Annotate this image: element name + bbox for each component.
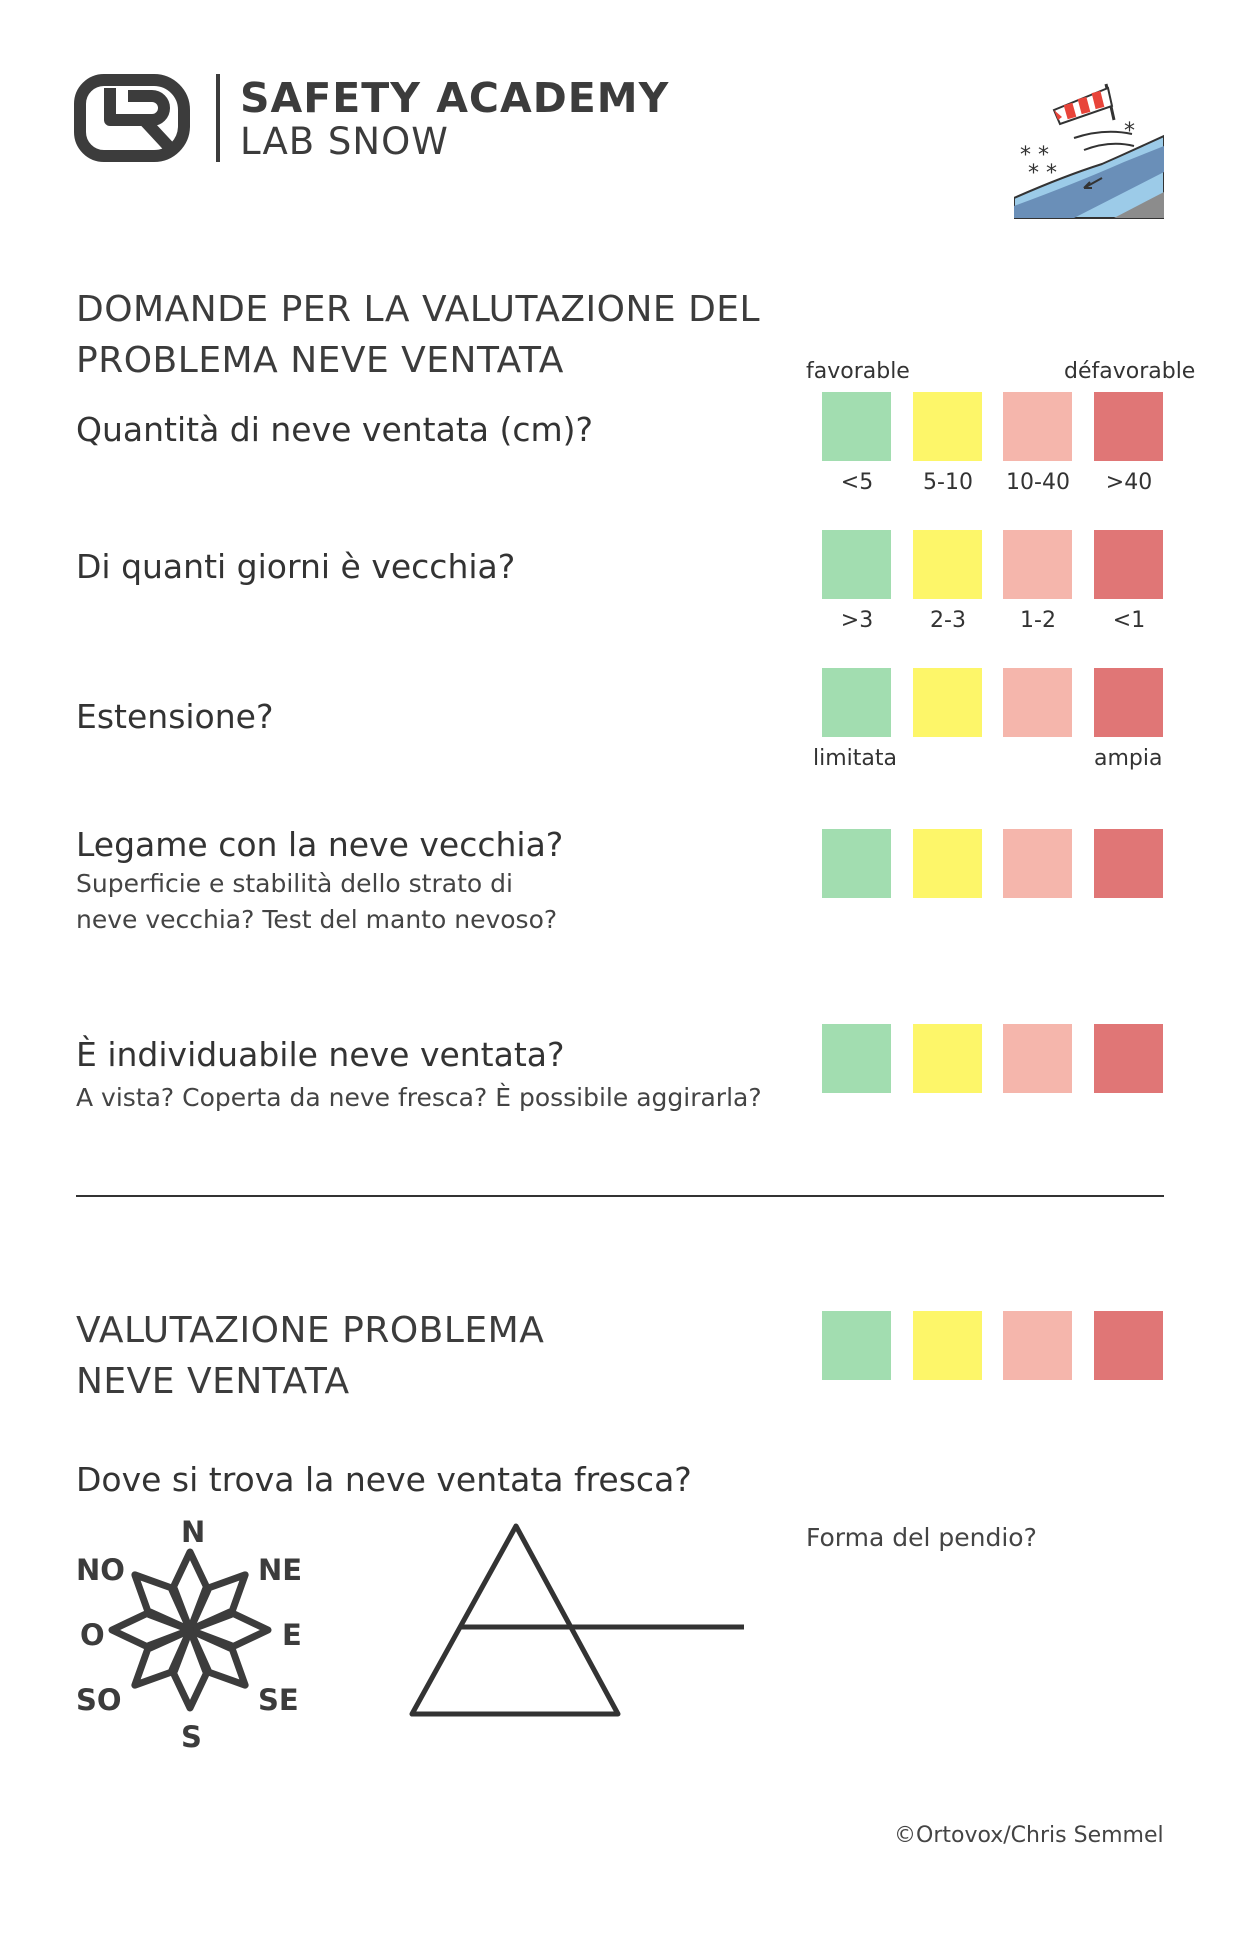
question-bond-subtext-line2: neve vecchia? Test del manto nevoso? — [76, 905, 558, 934]
scale-defavorable-label: défavorable — [1064, 359, 1196, 384]
section2-title — [76, 1305, 544, 1407]
question-identifiable-subtext: A vista? Coperta da neve fresca? È possibile aggirarla? — [76, 1083, 762, 1112]
rating-box-considerable[interactable] — [1003, 829, 1072, 898]
brand-title: SAFETY ACADEMY — [240, 74, 670, 122]
compass-no-label: NO — [76, 1553, 125, 1587]
svg-text:* *: * * — [1020, 143, 1049, 168]
tick-label: 1-2 — [1020, 608, 1056, 633]
compass-e-label: E — [282, 1618, 302, 1652]
compass-o-label: O — [80, 1618, 105, 1652]
rating-box-moderate[interactable] — [913, 392, 982, 461]
rating-box-favorable[interactable] — [822, 829, 891, 898]
rating-box-moderate[interactable] — [913, 1311, 982, 1380]
rating-box-favorable[interactable] — [822, 1311, 891, 1380]
question-bond-subtext-line1: Superficie e stabilità dello strato di — [76, 869, 513, 898]
compass-se-label: SE — [258, 1683, 299, 1717]
rating-box-considerable[interactable] — [1003, 1024, 1072, 1093]
question-bond-subtext — [76, 866, 557, 938]
copyright-text: ©Ortovox/Chris Semmel — [894, 1823, 1164, 1848]
compass-ne-label: NE — [258, 1553, 303, 1587]
section2-title-line2: NEVE VENTATA — [76, 1361, 350, 1402]
windsock-snow-slope-icon — [1014, 80, 1164, 222]
rating-box-considerable[interactable] — [1003, 1311, 1072, 1380]
rating-box-moderate[interactable] — [913, 829, 982, 898]
ortovox-logo-icon — [74, 74, 190, 162]
section-divider — [76, 1195, 1164, 1197]
rating-box-favorable[interactable] — [822, 1024, 891, 1093]
question-bond: Legame con la neve vecchia? — [76, 825, 564, 864]
slope-shape-question: Forma del pendio? — [806, 1523, 1037, 1552]
rating-box-considerable[interactable] — [1003, 392, 1072, 461]
compass-so-label: SO — [76, 1683, 122, 1717]
rating-box-unfavorable[interactable] — [1094, 1024, 1163, 1093]
tick-label: 10-40 — [1006, 470, 1070, 495]
rating-box-unfavorable[interactable] — [1094, 530, 1163, 599]
tick-label: <5 — [840, 470, 874, 495]
brand-divider — [216, 74, 220, 162]
extent-low-label: limitata — [813, 746, 897, 771]
question-age: Di quanti giorni è vecchia? — [76, 547, 516, 586]
rating-box-unfavorable[interactable] — [1094, 392, 1163, 461]
rating-box-favorable[interactable] — [822, 530, 891, 599]
rating-box-unfavorable[interactable] — [1094, 829, 1163, 898]
question-quantity: Quantità di neve ventata (cm)? — [76, 410, 594, 449]
rating-box-favorable[interactable] — [822, 392, 891, 461]
svg-text:* *: * * — [1028, 161, 1057, 186]
compass-s-label: S — [181, 1720, 202, 1754]
tick-label: 5-10 — [923, 470, 973, 495]
section1-title-line1: DOMANDE PER LA VALUTAZIONE DEL — [76, 289, 761, 330]
tick-label: <1 — [1112, 608, 1146, 633]
question-extent: Estensione? — [76, 697, 274, 736]
tick-label: >3 — [840, 608, 874, 633]
tick-label: >40 — [1105, 470, 1153, 495]
rating-box-moderate[interactable] — [913, 1024, 982, 1093]
brand-subtitle: LAB SNOW — [240, 120, 449, 163]
compass-rose-icon — [100, 1540, 280, 1720]
rating-box-unfavorable[interactable] — [1094, 1311, 1163, 1380]
question-identifiable: È individuabile neve ventata? — [76, 1035, 565, 1074]
rating-box-considerable[interactable] — [1003, 668, 1072, 737]
section1-title-line2: PROBLEMA NEVE VENTATA — [76, 340, 564, 381]
rating-box-moderate[interactable] — [913, 530, 982, 599]
section1-title — [76, 284, 760, 386]
rating-box-unfavorable[interactable] — [1094, 668, 1163, 737]
compass-n-label: N — [181, 1515, 206, 1549]
altitude-triangle-icon — [404, 1520, 749, 1720]
svg-text:*: * — [1124, 119, 1135, 144]
rating-box-moderate[interactable] — [913, 668, 982, 737]
question-location: Dove si trova la neve ventata fresca? — [76, 1460, 692, 1499]
rating-box-favorable[interactable] — [822, 668, 891, 737]
scale-favorable-label: favorable — [806, 359, 910, 384]
rating-box-considerable[interactable] — [1003, 530, 1072, 599]
extent-high-label: ampia — [1094, 746, 1163, 771]
section2-title-line1: VALUTAZIONE PROBLEMA — [76, 1310, 545, 1351]
tick-label: 2-3 — [930, 608, 966, 633]
